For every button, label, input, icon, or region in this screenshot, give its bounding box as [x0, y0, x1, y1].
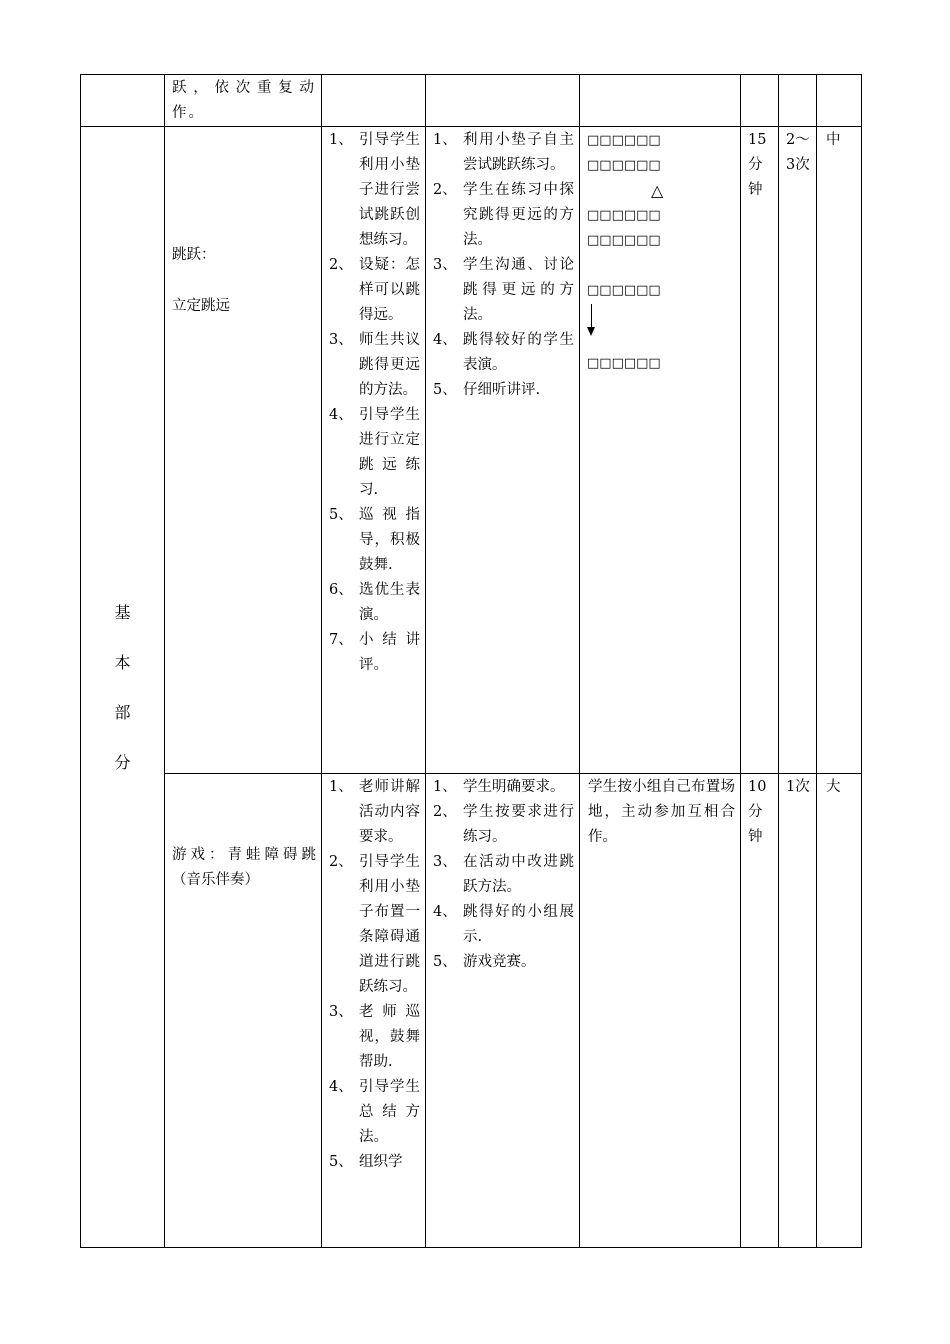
list-item-text: 选优生表演。 — [359, 582, 420, 623]
list-item-text: 引导学生利用小垫子进行尝试跳跃创想练习。 — [359, 132, 420, 248]
formation-row: □□□□□□ — [587, 208, 661, 223]
list-item-text: 利用小垫子自主尝试跳跃练习。 — [463, 132, 574, 173]
list-item — [329, 253, 420, 328]
list-item — [433, 328, 574, 378]
list-item-number: 6、 — [329, 582, 353, 598]
list-item-number: 1、 — [433, 779, 457, 795]
list-item-number: 4、 — [433, 332, 457, 348]
list-item-text: 学生沟通、讨论跳得更远的方法。 — [463, 257, 574, 323]
list-item-number: 4、 — [329, 1079, 353, 1095]
list-item — [433, 800, 574, 850]
list-item-text: 引导学生进行立定跳远练习. — [359, 407, 420, 498]
list-item — [329, 1000, 420, 1075]
list-item-text: 老师巡视，鼓舞帮助. — [359, 1004, 420, 1070]
formation-row: □□□□□□ — [587, 133, 661, 148]
teacher-activities-list — [329, 775, 420, 1175]
content-cell — [165, 774, 322, 1248]
list-item — [329, 328, 420, 403]
list-item-text: 老师讲解活动内容要求。 — [359, 779, 420, 845]
list-item-number: 5、 — [433, 954, 457, 970]
times-cell: 1次 — [779, 774, 817, 1248]
list-item-number: 5、 — [329, 1154, 353, 1170]
student-activities-cell — [426, 127, 580, 774]
times-cell-empty — [779, 75, 817, 127]
section-label — [81, 600, 164, 775]
lesson-plan-page — [80, 74, 861, 1248]
student-activities-list — [433, 128, 574, 403]
content-cell — [165, 127, 322, 774]
list-item — [329, 503, 420, 578]
table-row — [81, 127, 862, 774]
formation-diagram — [587, 128, 735, 378]
section-cell-empty — [81, 75, 165, 127]
list-item-number: 2、 — [433, 804, 457, 820]
content-cell: 跃，依次重复动作。 — [165, 75, 322, 127]
jump-subtitle: 立定跳远 — [172, 298, 230, 314]
list-item-number: 3、 — [433, 854, 457, 870]
intensity-cell: 大 — [817, 774, 862, 1248]
student-activities-cell — [426, 774, 580, 1248]
list-item-number: 2、 — [329, 257, 353, 273]
formation-row: □□□□□□ — [587, 356, 661, 371]
list-item-text: 师生共议跳得更远的方法。 — [359, 332, 420, 398]
list-item-text: 在活动中改进跳跃方法。 — [463, 854, 574, 895]
list-item — [329, 578, 420, 628]
formation-row: □□□□□□ — [587, 158, 661, 173]
intensity-cell-empty — [817, 75, 862, 127]
list-item — [433, 253, 574, 328]
list-item-number: 3、 — [329, 332, 353, 348]
list-item-text: 学生在练习中探究跳得更远的方法。 — [463, 182, 574, 248]
table-row — [81, 774, 862, 1248]
list-item-text: 组织学 — [359, 1154, 403, 1170]
intensity-cell: 中 — [817, 127, 862, 774]
time-cell: 15分钟 — [741, 127, 779, 774]
lesson-plan-table — [80, 74, 862, 1248]
list-item-number: 4、 — [329, 407, 353, 423]
section-label-char: 分 — [114, 752, 131, 772]
teacher-activities-cell — [322, 774, 426, 1248]
list-item — [433, 378, 574, 403]
list-item-number: 3、 — [433, 257, 457, 273]
organization-cell: 学生按小组自己布置场地，主动参加互相合作。 — [580, 774, 741, 1248]
list-item — [329, 628, 420, 678]
student-activities-list — [433, 775, 574, 975]
list-item — [329, 128, 420, 253]
list-item-number: 5、 — [433, 382, 457, 398]
student-cell-empty — [426, 75, 580, 127]
list-item-text: 巡视指导，积极鼓舞. — [359, 507, 420, 573]
list-item-text: 引导学生总结方法。 — [359, 1079, 420, 1145]
list-item — [433, 178, 574, 253]
list-item — [433, 950, 574, 975]
list-item-text: 学生明确要求。 — [463, 779, 565, 795]
section-label-char: 基 — [114, 602, 131, 622]
teacher-cell-empty — [322, 75, 426, 127]
list-item-number: 3、 — [329, 1004, 353, 1020]
list-item — [433, 775, 574, 800]
list-item — [433, 900, 574, 950]
time-cell: 10分钟 — [741, 774, 779, 1248]
list-item-number: 2、 — [433, 182, 457, 198]
list-item-text: 学生按要求进行练习。 — [463, 804, 574, 845]
organization-cell — [580, 127, 741, 774]
list-item-text: 游戏竞赛。 — [463, 954, 536, 970]
list-item-text: 跳得好的小组展示. — [463, 904, 574, 945]
list-item — [329, 775, 420, 850]
list-item-text: 设疑：怎样可以跳得远。 — [359, 257, 420, 323]
jump-title: 跳跃： — [172, 247, 216, 263]
table-row — [81, 75, 862, 127]
time-cell-empty — [741, 75, 779, 127]
list-item — [329, 1075, 420, 1150]
teacher-triangle-icon: △ — [651, 181, 664, 200]
list-item-number: 2、 — [329, 854, 353, 870]
list-item — [433, 128, 574, 178]
list-item-number: 1、 — [329, 779, 353, 795]
list-item-text: 跳得较好的学生表演。 — [463, 332, 574, 373]
list-item — [329, 403, 420, 503]
arrow-down-icon — [591, 304, 592, 334]
list-item-text: 引导学生利用小垫子布置一条障碍通道进行跳跃练习。 — [359, 854, 420, 995]
formation-row: □□□□□□ — [587, 283, 661, 298]
list-item-text: 仔细听讲评. — [463, 382, 541, 398]
game-title: 游戏：青蛙障碍跳（音乐伴奏） — [172, 847, 316, 888]
list-item-number: 1、 — [329, 132, 353, 148]
list-item-number: 1、 — [433, 132, 457, 148]
organization-cell-empty — [580, 75, 741, 127]
section-label-char: 部 — [114, 702, 131, 722]
list-item-number: 4、 — [433, 904, 457, 920]
list-item — [329, 1150, 420, 1175]
list-item — [329, 850, 420, 1000]
section-label-cell — [81, 127, 165, 1248]
formation-row: □□□□□□ — [587, 233, 661, 248]
teacher-activities-cell — [322, 127, 426, 774]
list-item-number: 7、 — [329, 632, 353, 648]
times-cell: 2～3次 — [779, 127, 817, 774]
list-item-text: 小结讲评。 — [359, 632, 420, 673]
list-item — [433, 850, 574, 900]
teacher-activities-list — [329, 128, 420, 678]
section-label-char: 本 — [114, 652, 131, 672]
list-item-number: 5、 — [329, 507, 353, 523]
